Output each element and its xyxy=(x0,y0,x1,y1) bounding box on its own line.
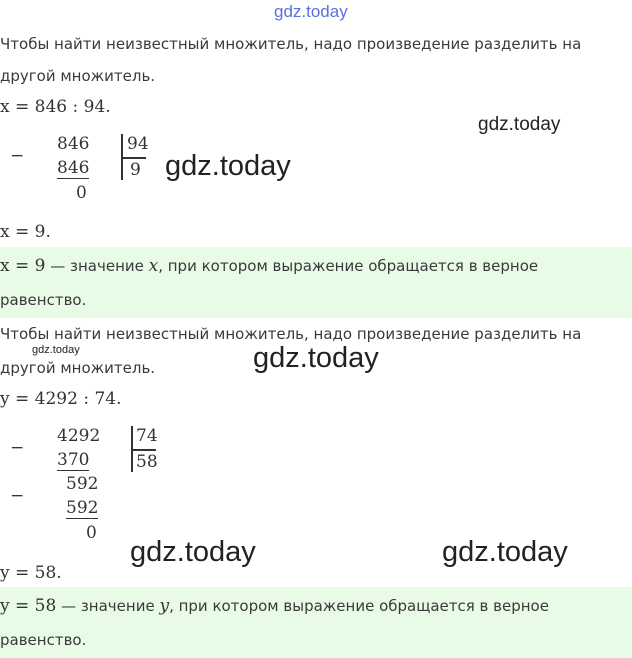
conclusion-text-b: , при котором выражение обращается в верное xyxy=(169,597,549,615)
rule-text-line2: другой множитель. xyxy=(0,359,156,377)
rule-text-line1: Чтобы найти неизвестный множитель, надо произведение разделить на xyxy=(0,35,582,53)
rule-text-line2: другой множитель. xyxy=(0,67,156,85)
conclusion-text-a: — значение xyxy=(56,597,160,615)
dividend: 4292 xyxy=(57,426,101,446)
divisor: 74 xyxy=(136,426,158,446)
subtrahend: 592 xyxy=(66,498,99,518)
conclusion-math: x = 9 xyxy=(0,256,46,276)
minus-sign: − xyxy=(10,146,25,166)
watermark-mid: gdz.today xyxy=(165,150,291,182)
partial-dividend: 592 xyxy=(66,474,99,494)
watermark-small: gdz.today xyxy=(32,344,80,356)
remainder: 0 xyxy=(86,523,97,543)
conclusion-line1 xyxy=(0,596,549,616)
watermark-top: gdz.today xyxy=(274,2,348,21)
minus-sign: − xyxy=(10,438,25,458)
quotient: 58 xyxy=(136,452,158,472)
subtrahend: 370 xyxy=(57,450,90,470)
quotient: 9 xyxy=(130,160,141,180)
division-bar-horizontal xyxy=(132,449,156,451)
rule-text-line1: Чтобы найти неизвестный множитель, надо произведение разделить на xyxy=(0,325,582,343)
remainder: 0 xyxy=(76,183,87,203)
watermark-right: gdz.today xyxy=(478,114,561,135)
subtrahend: 846 xyxy=(57,158,90,178)
conclusion-line2: равенство. xyxy=(0,291,87,309)
minus-sign: − xyxy=(10,486,25,506)
conclusion-line2: равенство. xyxy=(0,631,87,649)
result-x: x = 9. xyxy=(0,222,51,242)
conclusion-text-a: — значение xyxy=(45,257,149,275)
conclusion-var: y xyxy=(159,596,170,616)
result-y: y = 58. xyxy=(0,563,62,583)
conclusion-line1 xyxy=(0,256,538,276)
watermark-mid: gdz.today xyxy=(253,342,379,374)
watermark-bottom-left: gdz.today xyxy=(130,536,256,568)
watermark-bottom-right: gdz.today xyxy=(442,536,568,568)
divisor: 94 xyxy=(127,134,149,154)
conclusion-var: x xyxy=(148,256,159,276)
equation-x: x = 846 : 94. xyxy=(0,97,111,117)
conclusion-text-b: , при котором выражение обращается в верное xyxy=(158,257,539,275)
equation-y: y = 4292 : 74. xyxy=(0,389,122,409)
division-bar-horizontal xyxy=(122,157,146,159)
dividend: 846 xyxy=(57,134,90,154)
conclusion-math: y = 58 xyxy=(0,596,57,616)
